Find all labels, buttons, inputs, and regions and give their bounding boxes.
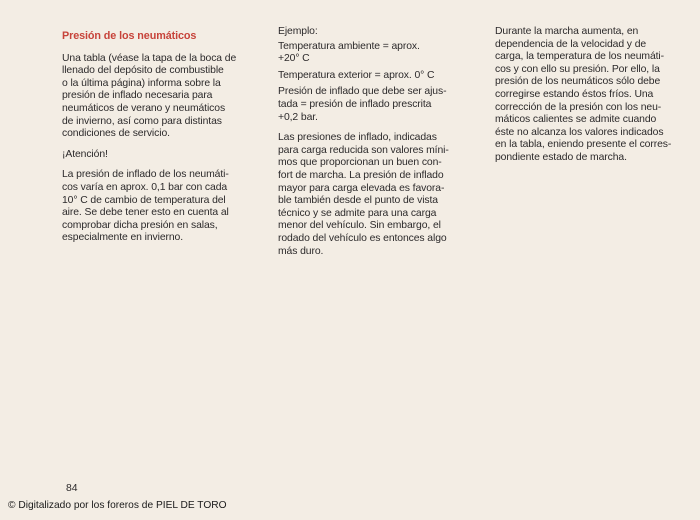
column-middle [278, 26, 483, 266]
digitization-credit: © Digitalizado por los foreros de PIEL DE TORO [8, 500, 227, 511]
exterior-temperature-line: Temperatura exterior = aprox. 0° C [278, 69, 435, 81]
pressure-adjust-paragraph: Presión de inflado que debe ser ajus- tada = presión de inflado prescrita +0,2 bar. [278, 86, 447, 123]
example-heading: Ejemplo: [278, 26, 318, 37]
section-title: Presión de los neumáticos [62, 30, 197, 42]
attention-label: ¡Atención! [62, 148, 108, 160]
load-pressure-paragraph: Las presiones de inflado, indicadas para carga reducida son valores míni- mos que proporcionan un buen con- fort de marcha. La presión de inflado mayor para carga elevada es favora- ble también desde el punto de vista técnico y se admite para una carga menor del vehículo. Sin embargo, el rodado del vehículo es entonces algo más duro. [278, 132, 449, 257]
page-number: 84 [66, 483, 78, 494]
tire-table-paragraph: Una tabla (véase la tapa de la boca de llenado del depósito de combustible o la última página) informa sobre la presión de inflado necesaria para neumáticos de verano y neumáticos de invierno, así como para distintas condiciones de servicio. [62, 52, 237, 140]
ambient-temperature-line: Temperatura ambiente = aprox. +20° C [278, 40, 420, 65]
driving-temperature-paragraph: Durante la marcha aumenta, en dependencia de la velocidad y de carga, la temperatura de los neumáti- cos y con ello su presión. Por ello, la presión de los neumáticos sólo debe corregirse estando éstos fríos. Una corrección de la presión con los neu- máticos calientes se admite cuando éste no alcanza los valores indicados en la tabla, eniendo presente el corres- pondiente estado de marcha. [495, 26, 672, 163]
column-left [62, 26, 262, 253]
temperature-variation-paragraph: La presión de inflado de los neumáti- cos varía en aprox. 0,1 bar con cada 10° C de cambio de temperatura del aire. Se debe tener esto en cuenta al comprobar dicha presión en salas, especialmente en invierno. [62, 169, 229, 244]
column-right [495, 26, 700, 173]
